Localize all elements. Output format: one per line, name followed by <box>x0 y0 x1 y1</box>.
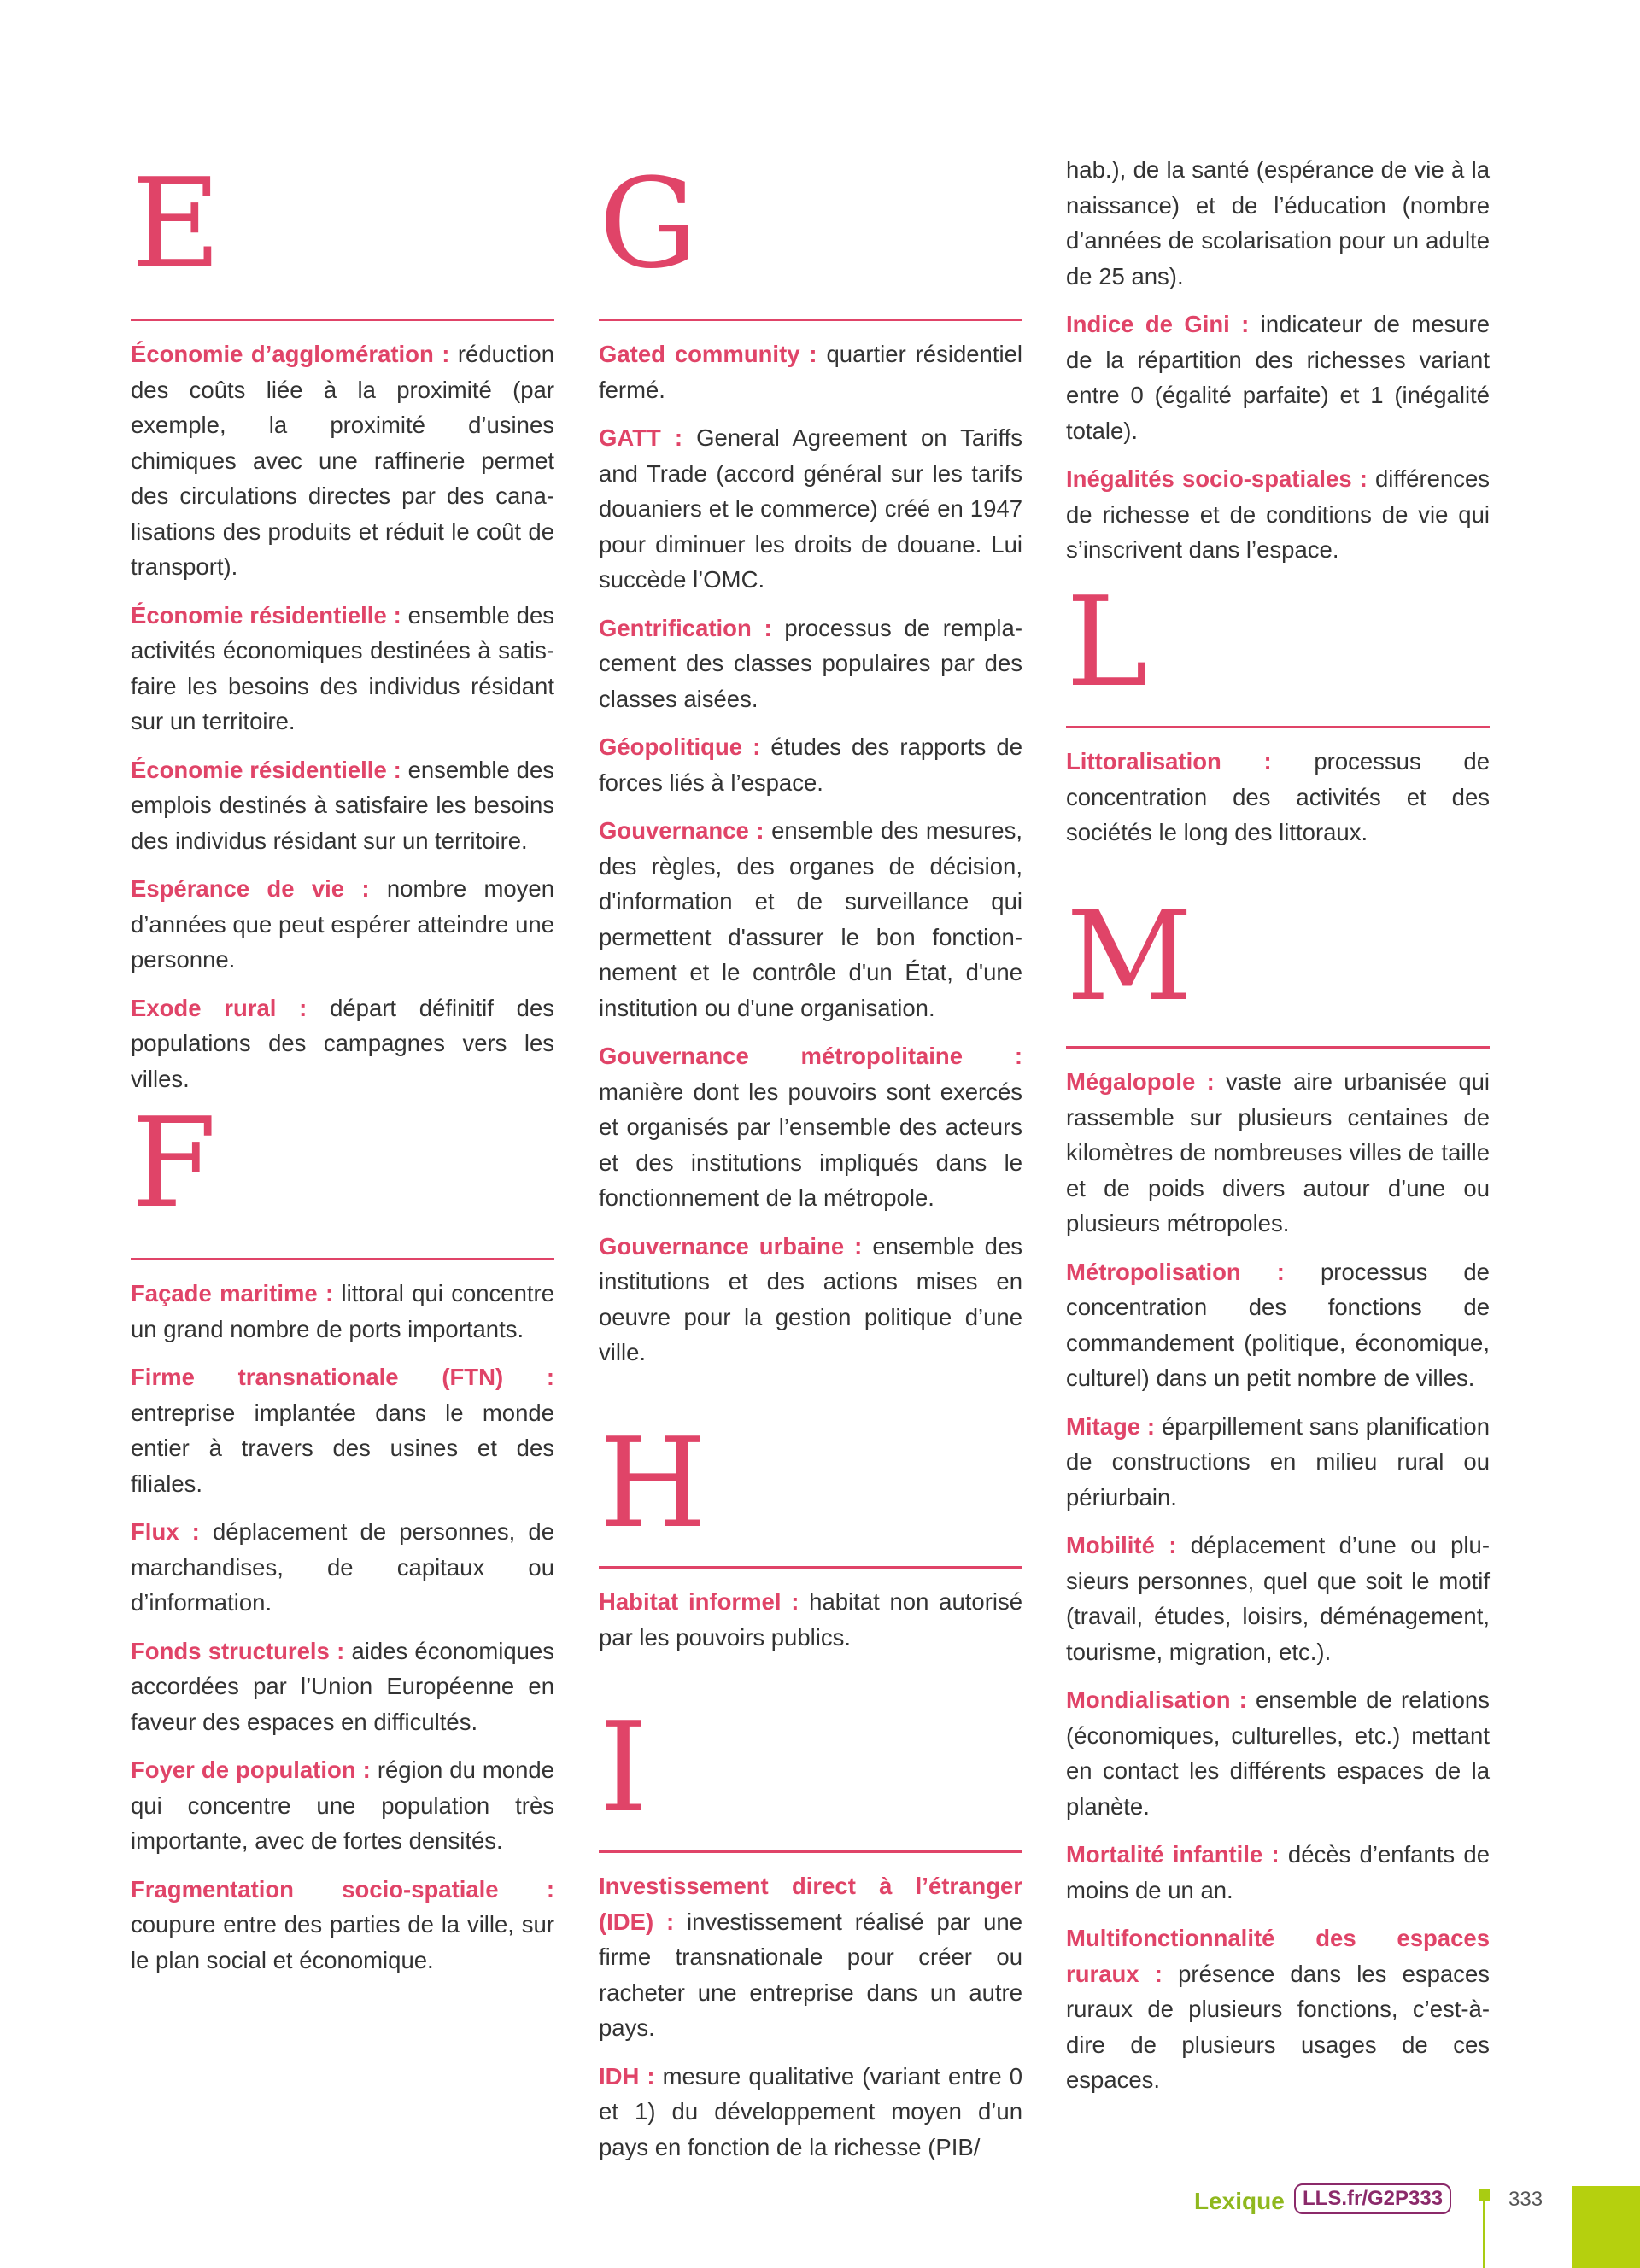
entry-definition: éparpillement sans planification de constructions en milieu rural ou périurbain. <box>1066 1412 1491 1511</box>
entry-term: Fonds structurels : <box>131 1637 345 1664</box>
section-letter: E <box>131 152 221 296</box>
section-letter: L <box>1066 570 1149 715</box>
glossary-entry <box>131 871 554 978</box>
section-letter: H <box>599 1412 707 1556</box>
glossary-entry <box>1066 744 1490 850</box>
glossary-entry <box>599 1584 1022 1655</box>
section-entries-F <box>131 1276 554 1990</box>
glossary-entry <box>599 611 1022 717</box>
entry-definition: processus de concentration des fonctions de commandement (politique, économique, culturel) dans un petit nombre de villes. <box>1066 1258 1490 1391</box>
entry-term: GATT : <box>599 424 683 451</box>
entry-definition: investissement réalisé par une firme transnationale pour créer ou racheter une entreprise dans un autre pays. <box>599 1908 1022 2041</box>
entry-definition: vaste aire urbanisée qui rassemble sur plusieurs centaines de kilomètres de nombreuses villes de taille et de poids divers autour d’une ou plusieurs métropoles. <box>1066 1068 1491 1236</box>
entry-term: Inégalités socio-spatiales : <box>1066 465 1368 492</box>
glossary-entry <box>1066 1409 1490 1516</box>
entry-term: Espérance de vie : <box>131 875 370 902</box>
entry-definition: littoral qui concentre un grand nombre de ports importants. <box>131 1280 554 1342</box>
page-corner-tab <box>1572 2186 1640 2268</box>
entry-definition: région du monde qui concentre une population très importante, avec de fortes densités. <box>131 1757 554 1854</box>
section-letter: M <box>1066 885 1193 1029</box>
glossary-entry <box>1066 1920 1490 2098</box>
section-divider <box>131 1258 554 1260</box>
entry-definition: processus de concentration des activités et des sociétés le long des littoraux. <box>1066 748 1490 845</box>
entry-definition: déplacement d’une ou plusieurs personnes, quel que soit le motif (travail, études, loisirs, déménagement, tourisme, migration, etc.). <box>1066 1532 1491 1665</box>
section-entries-E <box>131 336 554 1109</box>
entry-term: Mitage : <box>1066 1412 1156 1440</box>
glossary-entry <box>1066 1837 1490 1908</box>
continued-entries <box>1066 152 1490 581</box>
entry-term: Mortalité infantile : <box>1066 1841 1280 1868</box>
glossary-entry <box>599 2059 1022 2166</box>
section-entries-M <box>1066 1064 1490 2111</box>
entry-term: Gouvernance urbaine : <box>599 1232 863 1260</box>
entry-definition: General Agreement on Tariffs and Trade (accord général sur les tarifs douaniers et le commerce) créé en 1947 pour diminuer les droits de douane. Lui succède l’OMC. <box>599 424 1023 593</box>
letter-heading-E <box>131 152 554 296</box>
entry-term: Métropolisation : <box>1066 1258 1285 1285</box>
section-entries-G <box>599 336 1022 1383</box>
glossary-entry <box>131 1872 554 1979</box>
entry-term: Mégalopole : <box>1066 1068 1215 1095</box>
entry-term: Exode rural : <box>131 994 308 1021</box>
section-entries-H <box>599 1584 1022 1668</box>
glossary-entry <box>1066 1064 1490 1242</box>
entry-term: IDH : <box>599 2062 655 2090</box>
section-divider <box>599 1850 1022 1853</box>
entry-definition: ensemble des institutions et des actions mises en oeuvre pour la gestion politique d’une ville. <box>599 1232 1022 1365</box>
entry-definition: décès d’enfants de moins de un an. <box>1066 1841 1490 1903</box>
entry-term: Indice de Gini : <box>1066 311 1250 337</box>
entry-term: Économie résidentielle : <box>131 601 401 628</box>
glossary-entry <box>1066 461 1490 568</box>
entry-definition: quartier résidentiel fermé. <box>599 341 1022 403</box>
footer-link-badge[interactable]: LLS.fr/G2P333 <box>1294 2183 1451 2214</box>
glossary-entry <box>599 1038 1022 1216</box>
letter-heading-H <box>599 1412 1022 1556</box>
glossary-entry <box>131 752 554 859</box>
entry-term: Fragmentation socio-spatiale : <box>131 1875 554 1903</box>
entry-definition: aides économiques accordées par l’Union Européenne en faveur des espaces en difficultés. <box>131 1637 555 1735</box>
entry-continuation: hab.), de la santé (espérance de vie à la naissance) et de l’éducation (nombre d’années de scolarisation pour un adulte de 25 ans). <box>1066 156 1490 289</box>
glossary-entry <box>131 598 554 739</box>
entry-definition: présence dans les espaces ruraux de plusieurs fonctions, c’est-à-dire de plusieurs usages de ces espaces. <box>1066 1960 1491 2093</box>
entry-definition: ensemble de relations (économiques, culturelles, etc.) mettant en contact les différents espaces de la planète. <box>1066 1686 1490 1820</box>
glossary-entry <box>131 336 554 585</box>
entry-term: Littoralisation : <box>1066 748 1272 775</box>
glossary-entry <box>131 1359 554 1501</box>
entry-definition: processus de remplacement des classes populaires par des classes aisées. <box>599 614 1023 712</box>
entry-definition: ensemble des emplois destinés à satisfaire les besoins des individus résidant sur un territoire. <box>131 756 555 854</box>
glossary-entry <box>131 1276 554 1347</box>
page-number: 333 <box>1508 2188 1543 2211</box>
entry-term: Mobilité : <box>1066 1532 1177 1558</box>
glossary-entry <box>131 1752 554 1859</box>
entry-term: Gentrification : <box>599 614 772 641</box>
entry-term: Façade maritime : <box>131 1280 334 1306</box>
entry-term: Investissement direct à l’étranger (IDE) : <box>599 1873 1022 1935</box>
entry-definition: mesure qualitative (variant entre 0 et 1) du développement moyen d’un pays en fonction de la richesse (PIB/ <box>599 2062 1022 2160</box>
glossary-entry <box>599 420 1022 598</box>
entry-term: Économie résidentielle : <box>131 756 401 783</box>
entry-definition: déplacement de personnes, de marchandises, de capitaux ou d’information. <box>131 1518 554 1616</box>
section-divider <box>1066 1046 1490 1049</box>
glossary-entry <box>599 336 1022 407</box>
footer-section-label: Lexique <box>1194 2188 1285 2214</box>
letter-heading-G <box>599 152 1022 296</box>
entry-definition: habitat non autorisé par les pouvoirs publics. <box>599 1588 1022 1651</box>
entry-term: Flux : <box>131 1518 200 1545</box>
entry-definition: coupure entre des parties de la ville, sur le plan social et économique. <box>131 1911 554 1973</box>
letter-heading-M <box>1066 885 1490 1029</box>
entry-term: Firme transnationale (FTN) : <box>131 1364 554 1390</box>
glossary-entry <box>599 1868 1022 2046</box>
section-divider <box>131 319 554 321</box>
entry-definition: études des rapports de forces liés à l’espace. <box>599 734 1022 796</box>
glossary-entry <box>1066 1682 1490 1824</box>
section-entries-L <box>1066 744 1490 863</box>
glossary-entry <box>1066 307 1490 448</box>
entry-term: Multifonctionnalité des espaces ruraux : <box>1066 1925 1490 1987</box>
letter-heading-I <box>599 1696 1022 1840</box>
letter-heading-L <box>1066 570 1490 715</box>
section-divider <box>1066 726 1490 728</box>
glossary-entry <box>131 1634 554 1740</box>
glossary-entry <box>1066 1254 1490 1396</box>
entry-definition: manière dont les pouvoirs sont exercés et organisés par l’ensemble des acteurs et des institutions impliqués dans le fonctionnement de la métropole. <box>599 1078 1022 1211</box>
entry-definition: ensemble des mesures, des règles, des organes de décision, d'information et de surveillance qui permettent d'assurer le bon fonctionnement et le contrôle d'un État, d'une institution ou d'une organisation. <box>599 817 1022 1021</box>
section-letter: F <box>131 1091 217 1236</box>
section-divider <box>599 1566 1022 1569</box>
section-divider <box>599 319 1022 321</box>
entry-definition: différences de richesse et de conditions de vie qui s’inscrivent dans l’espace. <box>1066 465 1491 563</box>
entry-term: Foyer de population : <box>131 1757 371 1783</box>
glossary-entry <box>599 729 1022 800</box>
entry-term: Géopolitique : <box>599 734 761 760</box>
entry-term: Gouvernance métropolitaine : <box>599 1043 1022 1069</box>
section-letter: I <box>599 1696 648 1840</box>
section-letter: G <box>599 152 698 296</box>
entry-definition: départ définitif des populations des campagnes vers les villes. <box>131 994 554 1092</box>
footer-marker-line <box>1483 2196 1485 2268</box>
letter-heading-F <box>131 1091 554 1236</box>
entry-definition: nombre moyen d’années que peut espérer atteindre une personne. <box>131 875 554 973</box>
entry-definition: ensemble des activités économiques destinées à satisfaire les besoins des individus résidant sur un territoire. <box>131 601 555 734</box>
glossary-entry <box>599 1229 1022 1371</box>
glossary-entry <box>599 813 1022 1026</box>
section-entries-I <box>599 1868 1022 2177</box>
entry-term: Gouvernance : <box>599 817 764 844</box>
entry-term: Mondialisation : <box>1066 1686 1247 1713</box>
glossary-entry <box>131 991 554 1097</box>
entry-term: Gated community : <box>599 341 817 367</box>
entry-term: Économie d’agglomération : <box>131 341 450 367</box>
glossary-entry <box>1066 1528 1490 1669</box>
entry-definition: indicateur de mesure de la répartition des richesses variant entre 0 (égalité parfaite) et 1 (inégalité totale). <box>1066 311 1491 444</box>
entry-definition: entreprise implantée dans le monde entier à travers des usines et des filiales. <box>131 1399 554 1497</box>
entry-term: Habitat informel : <box>599 1588 800 1615</box>
glossary-entry <box>131 1514 554 1621</box>
entry-definition: réduction des coûts liée à la proximité (par exemple, la proximité d’usines chimiques avec une raffinerie permet des circulations directes par des canalisations des produits et réduit le coût de transport). <box>131 341 555 580</box>
